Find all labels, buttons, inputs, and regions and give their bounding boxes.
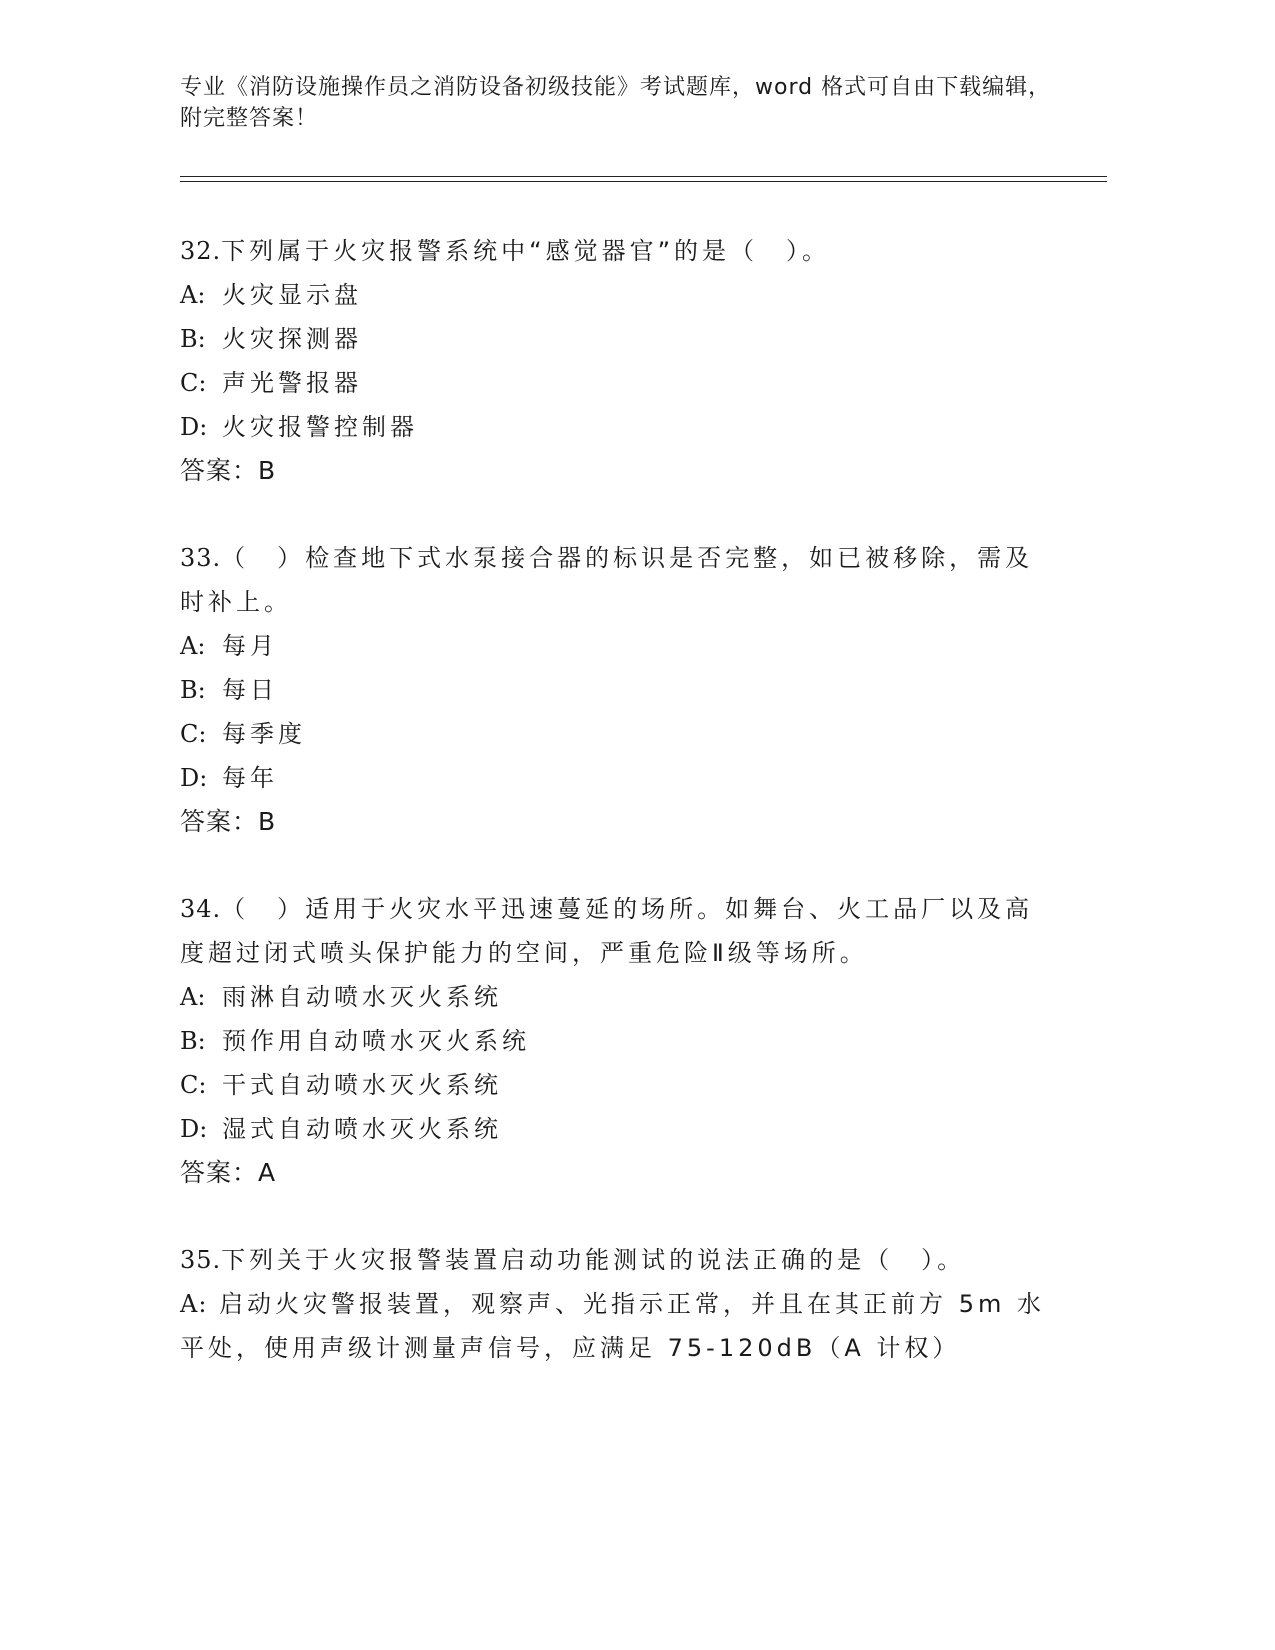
question-list [180, 229, 1060, 1413]
option-text: 声光警报器 [222, 369, 362, 397]
document-header: 专业《消防设施操作员之消防设备初级技能》考试题库，word 格式可自由下载编辑，附完整答案！ [180, 75, 1052, 131]
option-text: 每月 [222, 632, 278, 660]
option-letter: D: [180, 764, 208, 792]
answer-label: 答案：A [180, 1158, 277, 1187]
question-number: 35. [180, 1246, 222, 1274]
option-d [180, 756, 1060, 800]
option-text: 每年 [222, 764, 278, 792]
question-text: （ ）适用于火灾水平迅速蔓延的场所。如舞台、火工品厂以及高度超过闭式喷头保护能力的空间，严重危险Ⅱ级等场所。 [180, 895, 1034, 967]
option-letter: A: [180, 281, 206, 309]
question-number: 34. [180, 895, 222, 923]
option-letter: B: [180, 1027, 206, 1055]
option-text: 火灾探测器 [222, 325, 362, 353]
option-letter: A: [180, 983, 206, 1011]
option-letter: C: [180, 720, 207, 748]
option-letter: D: [180, 1115, 208, 1143]
question-number: 32. [180, 237, 222, 265]
header-divider [180, 176, 1107, 182]
question-text: （ ）检查地下式水泵接合器的标识是否完整，如已被移除，需及时补上。 [180, 544, 1034, 616]
option-text: 雨淋自动喷水灭火系统 [222, 983, 502, 1011]
option-a [180, 624, 1060, 668]
question-34 [180, 887, 1060, 1195]
option-text: 每日 [222, 676, 278, 704]
option-text: 火灾报警控制器 [222, 413, 418, 441]
option-letter: D: [180, 413, 208, 441]
option-text: 预作用自动喷水灭火系统 [222, 1027, 530, 1055]
option-c [180, 1063, 1060, 1107]
option-text: 启动火灾警报装置，观察声、光指示正常，并且在其正前方 5m 水平处，使用声级计测量声信号，应满足 75-120dB（A 计权） [180, 1290, 1045, 1362]
option-a [180, 1282, 1060, 1370]
option-a [180, 975, 1060, 1019]
question-stem [180, 229, 1060, 273]
answer-label: 答案：B [180, 456, 277, 485]
option-letter: B: [180, 676, 206, 704]
question-number: 33. [180, 544, 222, 572]
answer-label: 答案：B [180, 807, 277, 836]
option-d [180, 1107, 1060, 1151]
option-b [180, 317, 1060, 361]
option-letter: C: [180, 369, 207, 397]
question-33 [180, 536, 1060, 844]
question-text: 下列关于火灾报警装置启动功能测试的说法正确的是（ ）。 [221, 1246, 966, 1274]
question-32 [180, 229, 1060, 493]
option-a [180, 273, 1060, 317]
question-stem [180, 536, 1060, 624]
option-letter: C: [180, 1071, 207, 1099]
question-text: 下列属于火灾报警系统中“感觉器官”的是（ ）。 [221, 237, 831, 265]
question-stem [180, 887, 1060, 975]
option-text: 湿式自动喷水灭火系统 [222, 1115, 502, 1143]
option-b [180, 1019, 1060, 1063]
option-letter: A: [180, 1290, 208, 1318]
option-text: 每季度 [222, 720, 306, 748]
option-text: 干式自动喷水灭火系统 [222, 1071, 502, 1099]
option-text: 火灾显示盘 [222, 281, 362, 309]
option-c [180, 712, 1060, 756]
option-b [180, 668, 1060, 712]
option-c [180, 361, 1060, 405]
question-stem [180, 1238, 1060, 1282]
option-d [180, 405, 1060, 449]
option-letter: A: [180, 632, 206, 660]
option-letter: B: [180, 325, 206, 353]
question-35 [180, 1238, 1060, 1370]
